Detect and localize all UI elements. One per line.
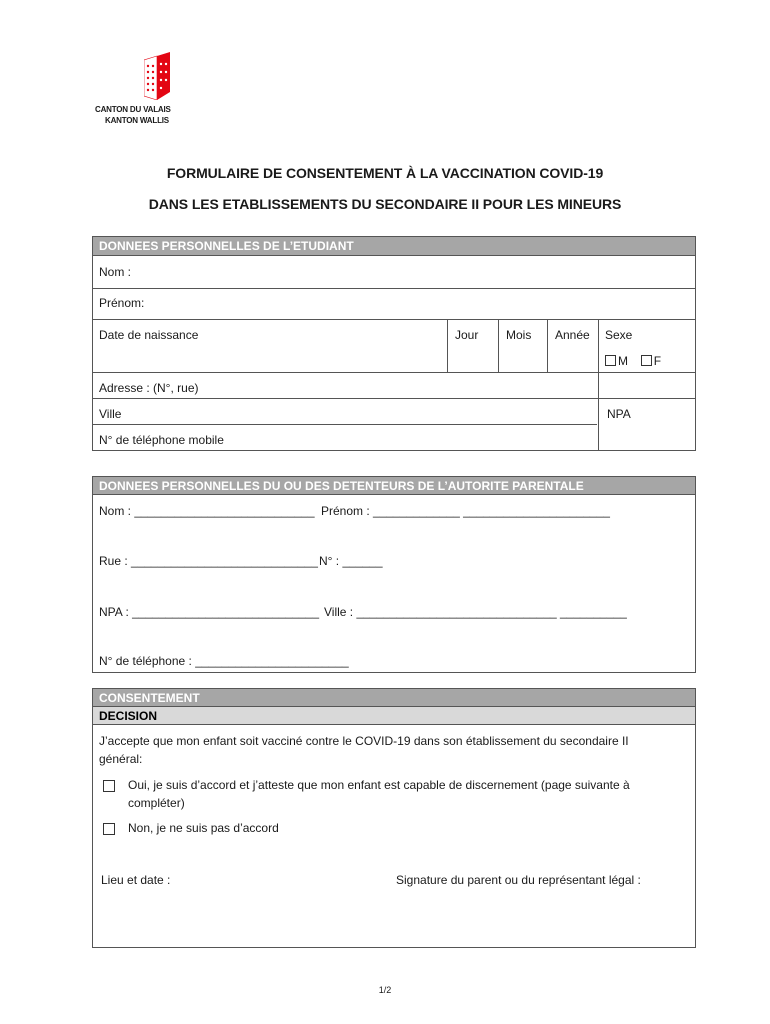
divider	[93, 424, 597, 425]
divider	[93, 288, 695, 289]
consent-section	[92, 688, 696, 948]
student-section-header: DONNEES PERSONNELLES DE L’ETUDIANT	[93, 237, 695, 256]
signature-label: Signature du parent ou du représentant légal :	[396, 873, 641, 887]
form-title: FORMULAIRE DE CONSENTEMENT À LA VACCINATION COVID-19	[166, 165, 604, 181]
lieu-date-label: Lieu et date :	[101, 873, 171, 887]
parent-rue-field[interactable]: Rue : ____________________________	[99, 554, 318, 568]
parent-section-header: DONNEES PERSONNELLES DU OU DES DETENTEURS DE L’AUTORITE PARENTALE	[93, 477, 695, 495]
student-mois-label: Mois	[506, 328, 532, 342]
student-tel-label: N° de téléphone mobile	[99, 433, 224, 447]
consent-yes-checkbox[interactable]	[103, 780, 115, 792]
student-nom-label: Nom :	[99, 265, 132, 279]
divider	[498, 319, 499, 373]
decision-subheader: DECISION	[93, 707, 695, 725]
parent-section	[92, 476, 696, 673]
logo-line-2: KANTON WALLIS	[105, 116, 169, 125]
divider	[447, 319, 448, 373]
student-adresse-label: Adresse : (N°, rue)	[99, 381, 199, 395]
consent-no-label: Non, je ne suis pas d’accord	[128, 821, 279, 835]
divider	[598, 319, 599, 451]
divider	[93, 372, 695, 373]
parent-nom-field[interactable]: Nom : ___________________________	[99, 504, 315, 518]
student-dob-label: Date de naissance	[99, 328, 199, 342]
consent-yes-line-2: compléter)	[128, 796, 185, 810]
valais-coat-of-arms-icon	[144, 52, 170, 100]
divider	[93, 398, 695, 399]
student-annee-label: Année	[555, 328, 590, 342]
logo-line-1: CANTON DU VALAIS	[95, 105, 171, 114]
student-sexe-label: Sexe	[605, 328, 633, 342]
parent-numero-field[interactable]: N° : ______	[319, 554, 383, 568]
consent-yes-line-1: Oui, je suis d’accord et j’atteste que mon enfant est capable de discernement (page suivante à	[128, 778, 630, 792]
consent-no-checkbox[interactable]	[103, 823, 115, 835]
parent-prenom-field[interactable]: Prénom : _____________ ______________________	[321, 504, 610, 518]
sexe-f-label: F	[653, 354, 662, 368]
divider	[93, 319, 695, 320]
student-ville-label: Ville	[99, 407, 122, 421]
parent-npa-field[interactable]: NPA : ____________________________	[99, 605, 319, 619]
consent-intro-line-2: général:	[99, 752, 143, 766]
sexe-f-checkbox[interactable]	[641, 355, 652, 366]
logo-text	[95, 104, 171, 126]
student-section	[92, 236, 696, 451]
form-subtitle: DANS LES ETABLISSEMENTS DU SECONDAIRE II POUR LES MINEURS	[148, 196, 622, 212]
sexe-m-checkbox[interactable]	[605, 355, 616, 366]
sexe-options	[605, 354, 661, 368]
student-npa-label: NPA	[607, 407, 631, 421]
parent-tel-field[interactable]: N° de téléphone : _______________________	[99, 654, 349, 668]
student-jour-label: Jour	[455, 328, 479, 342]
parent-ville-field[interactable]: Ville : ______________________________ __________	[324, 605, 627, 619]
sexe-m-label: M	[618, 354, 628, 368]
consent-intro-line-1: J’accepte que mon enfant soit vacciné contre le COVID-19 dans son établissement du secondaire II	[99, 734, 629, 748]
student-prenom-label: Prénom:	[99, 296, 145, 310]
consent-section-header: CONSENTEMENT	[93, 689, 695, 707]
divider	[547, 319, 548, 373]
page-number: 1/2	[378, 985, 392, 995]
canton-logo	[92, 52, 202, 128]
